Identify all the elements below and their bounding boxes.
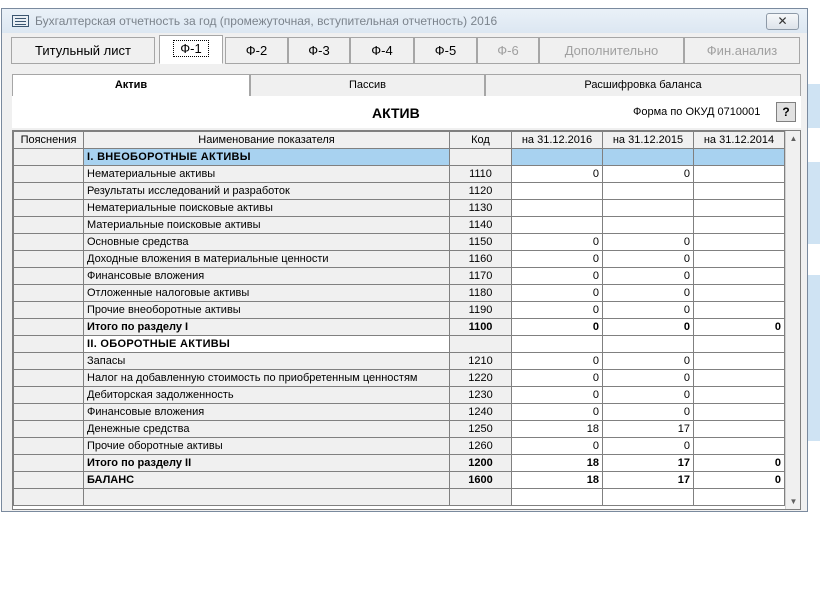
value-2015-cell[interactable]: 0 [603,166,694,183]
table-row[interactable] [14,370,785,387]
notes-cell[interactable] [14,200,84,217]
value-2014-cell[interactable] [694,251,785,268]
value-2016-cell[interactable]: 0 [512,234,603,251]
col-name: Наименование показателя [84,132,450,149]
indicator-name-cell[interactable]: II. ОБОРОТНЫЕ АКТИВЫ [84,336,450,353]
value-2016-cell[interactable] [512,489,603,506]
value-2016-cell[interactable]: 0 [512,268,603,285]
value-2016-cell[interactable]: 18 [512,455,603,472]
table-row[interactable] [14,336,785,353]
code-cell[interactable]: 1140 [450,217,512,234]
code-cell[interactable]: 1150 [450,234,512,251]
tab-f2[interactable]: Ф-2 [225,37,288,64]
value-2015-cell[interactable] [603,489,694,506]
indicator-name-cell[interactable]: Прочие оборотные активы [84,438,450,455]
scroll-down-icon[interactable]: ▼ [789,497,798,506]
table-row[interactable] [14,200,785,217]
value-2015-cell[interactable]: 0 [603,353,694,370]
value-2015-cell[interactable] [603,200,694,217]
tab-f3[interactable]: Ф-3 [288,37,350,64]
notes-cell[interactable] [14,455,84,472]
value-2014-cell[interactable] [694,489,785,506]
value-2016-cell[interactable]: 0 [512,166,603,183]
code-cell[interactable] [450,489,512,506]
value-2015-cell[interactable]: 0 [603,268,694,285]
value-2016-cell[interactable]: 0 [512,404,603,421]
code-cell[interactable]: 1190 [450,302,512,319]
code-cell[interactable]: 1130 [450,200,512,217]
indicator-name-cell[interactable]: БАЛАНС [84,472,450,489]
indicator-name-cell[interactable]: Прочие внеоборотные активы [84,302,450,319]
indicator-name-cell[interactable]: Нематериальные поисковые активы [84,200,450,217]
value-2015-cell[interactable] [603,217,694,234]
value-2015-cell[interactable]: 0 [603,438,694,455]
value-2016-cell[interactable]: 0 [512,302,603,319]
notes-cell[interactable] [14,217,84,234]
report-window [1,8,808,512]
value-2016-cell[interactable]: 0 [512,370,603,387]
indicator-name-cell[interactable]: Отложенные налоговые активы [84,285,450,302]
notes-cell[interactable] [14,438,84,455]
notes-cell[interactable] [14,387,84,404]
value-2016-cell[interactable]: 0 [512,319,603,336]
table-row[interactable] [14,285,785,302]
value-2016-cell[interactable]: 0 [512,387,603,404]
code-cell[interactable]: 1250 [450,421,512,438]
col-2016: на 31.12.2016 [512,132,603,149]
indicator-name-cell[interactable]: Денежные средства [84,421,450,438]
value-2015-cell[interactable]: 0 [603,387,694,404]
table-row[interactable] [14,149,785,166]
notes-cell[interactable] [14,370,84,387]
code-cell[interactable]: 1170 [450,268,512,285]
calculator-icon [12,15,29,27]
notes-cell[interactable] [14,404,84,421]
value-2014-cell[interactable] [694,149,785,166]
value-2014-cell[interactable] [694,183,785,200]
code-cell[interactable]: 1240 [450,404,512,421]
value-2016-cell[interactable]: 0 [512,285,603,302]
indicator-name-cell[interactable]: Итого по разделу II [84,455,450,472]
tab-f5[interactable]: Ф-5 [414,37,477,64]
table-row[interactable] [14,353,785,370]
value-2014-cell[interactable] [694,404,785,421]
indicator-name-cell[interactable] [84,489,450,506]
window-title: Бухгалтерская отчетность за год (промежуточная, вступительная отчетность) 2016 [35,14,498,28]
sub-tabs [12,74,801,96]
form-header [12,96,801,128]
value-2016-cell[interactable] [512,149,603,166]
value-2015-cell[interactable]: 17 [603,421,694,438]
value-2014-cell[interactable] [694,234,785,251]
table-row[interactable] [14,251,785,268]
table-row[interactable] [14,387,785,404]
code-cell[interactable]: 1200 [450,455,512,472]
table-row[interactable] [14,489,785,506]
background-panel-edge [808,84,820,128]
code-cell[interactable] [450,149,512,166]
notes-cell[interactable] [14,149,84,166]
value-2016-cell[interactable]: 0 [512,251,603,268]
table-row[interactable] [14,268,785,285]
value-2016-cell[interactable]: 18 [512,472,603,489]
subtab-passiv[interactable]: Пассив [250,74,485,96]
code-cell[interactable] [450,336,512,353]
value-2014-cell[interactable] [694,336,785,353]
value-2014-cell[interactable] [694,438,785,455]
value-2015-cell[interactable] [603,183,694,200]
notes-cell[interactable] [14,183,84,200]
value-2016-cell[interactable] [512,217,603,234]
code-cell[interactable]: 1180 [450,285,512,302]
value-2014-cell[interactable] [694,200,785,217]
background-panel-edge [808,275,820,441]
subtab-balance-details[interactable]: Расшифровка баланса [485,74,801,96]
scroll-up-icon[interactable]: ▲ [789,134,798,143]
code-cell[interactable]: 1100 [450,319,512,336]
table-row[interactable] [14,421,785,438]
subtab-aktiv[interactable]: Актив [12,74,250,96]
page-title: АКТИВ [372,105,420,121]
col-notes: Пояснения [14,132,84,149]
indicator-name-cell[interactable]: Материальные поисковые активы [84,217,450,234]
value-2014-cell[interactable] [694,387,785,404]
value-2016-cell[interactable]: 0 [512,438,603,455]
value-2014-cell[interactable]: 0 [694,455,785,472]
value-2016-cell[interactable] [512,183,603,200]
notes-cell[interactable] [14,166,84,183]
tab-additional: Дополнительно [539,37,684,64]
value-2015-cell[interactable]: 0 [603,302,694,319]
notes-cell[interactable] [14,234,84,251]
col-2015: на 31.12.2015 [603,132,694,149]
background-panel-edge [808,162,820,244]
close-button[interactable]: ✕ [766,13,799,30]
code-cell[interactable]: 1210 [450,353,512,370]
value-2015-cell[interactable]: 0 [603,319,694,336]
notes-cell[interactable] [14,336,84,353]
table-row[interactable] [14,302,785,319]
balance-table [13,131,785,506]
value-2014-cell[interactable] [694,353,785,370]
notes-cell[interactable] [14,251,84,268]
value-2014-cell[interactable] [694,421,785,438]
tab-f4[interactable]: Ф-4 [350,37,414,64]
value-2014-cell[interactable] [694,217,785,234]
indicator-name-cell[interactable]: Финансовые вложения [84,268,450,285]
indicator-name-cell[interactable]: Результаты исследований и разработок [84,183,450,200]
indicator-name-cell[interactable]: Итого по разделу I [84,319,450,336]
value-2014-cell[interactable] [694,166,785,183]
tab-label: Ф-1 [173,40,208,57]
notes-cell[interactable] [14,268,84,285]
indicator-name-cell[interactable]: Дебиторская задолженность [84,387,450,404]
col-code: Код [450,132,512,149]
table-row[interactable] [14,455,785,472]
value-2015-cell[interactable]: 0 [603,370,694,387]
notes-cell[interactable] [14,353,84,370]
code-cell[interactable]: 1110 [450,166,512,183]
value-2015-cell[interactable]: 17 [603,455,694,472]
value-2014-cell[interactable] [694,285,785,302]
code-cell[interactable]: 1600 [450,472,512,489]
tab-f6: Ф-6 [477,37,539,64]
table-row[interactable] [14,183,785,200]
indicator-name-cell[interactable]: I. ВНЕОБОРОТНЫЕ АКТИВЫ [84,149,450,166]
okud-label: Форма по ОКУД 0710001 [633,106,761,118]
table-header [14,132,785,149]
value-2014-cell[interactable] [694,370,785,387]
title-bar[interactable] [2,9,807,33]
col-2014: на 31.12.2014 [694,132,785,149]
value-2015-cell[interactable]: 0 [603,234,694,251]
value-2015-cell[interactable]: 0 [603,285,694,302]
table-row[interactable] [14,438,785,455]
value-2014-cell[interactable] [694,302,785,319]
indicator-name-cell[interactable]: Налог на добавленную стоимость по приобретенным ценностям [84,370,450,387]
table-row[interactable] [14,404,785,421]
table-row[interactable] [14,217,785,234]
code-cell[interactable]: 1120 [450,183,512,200]
notes-cell[interactable] [14,319,84,336]
indicator-name-cell[interactable]: Нематериальные активы [84,166,450,183]
value-2014-cell[interactable]: 0 [694,472,785,489]
value-2015-cell[interactable] [603,336,694,353]
table-row[interactable] [14,472,785,489]
notes-cell[interactable] [14,285,84,302]
tab-f1[interactable] [159,35,223,64]
table-row[interactable] [14,234,785,251]
value-2016-cell[interactable] [512,200,603,217]
table-row[interactable] [14,166,785,183]
balance-grid[interactable] [12,130,801,510]
indicator-name-cell[interactable]: Финансовые вложения [84,404,450,421]
value-2015-cell[interactable]: 0 [603,251,694,268]
vertical-scrollbar[interactable] [785,131,801,509]
table-row[interactable] [14,319,785,336]
notes-cell[interactable] [14,472,84,489]
tab-title-page[interactable]: Титульный лист [11,37,155,64]
tab-fin-analysis: Фин.анализ [684,37,800,64]
code-cell[interactable]: 1260 [450,438,512,455]
help-button[interactable]: ? [776,102,796,122]
value-2014-cell[interactable] [694,268,785,285]
code-cell[interactable]: 1220 [450,370,512,387]
notes-cell[interactable] [14,421,84,438]
notes-cell[interactable] [14,302,84,319]
code-cell[interactable]: 1230 [450,387,512,404]
notes-cell[interactable] [14,489,84,506]
code-cell[interactable]: 1160 [450,251,512,268]
value-2016-cell[interactable]: 0 [512,353,603,370]
value-2015-cell[interactable]: 0 [603,404,694,421]
value-2016-cell[interactable] [512,336,603,353]
value-2016-cell[interactable]: 18 [512,421,603,438]
indicator-name-cell[interactable]: Доходные вложения в материальные ценности [84,251,450,268]
indicator-name-cell[interactable]: Запасы [84,353,450,370]
indicator-name-cell[interactable]: Основные средства [84,234,450,251]
value-2015-cell[interactable]: 17 [603,472,694,489]
value-2014-cell[interactable]: 0 [694,319,785,336]
value-2015-cell[interactable] [603,149,694,166]
